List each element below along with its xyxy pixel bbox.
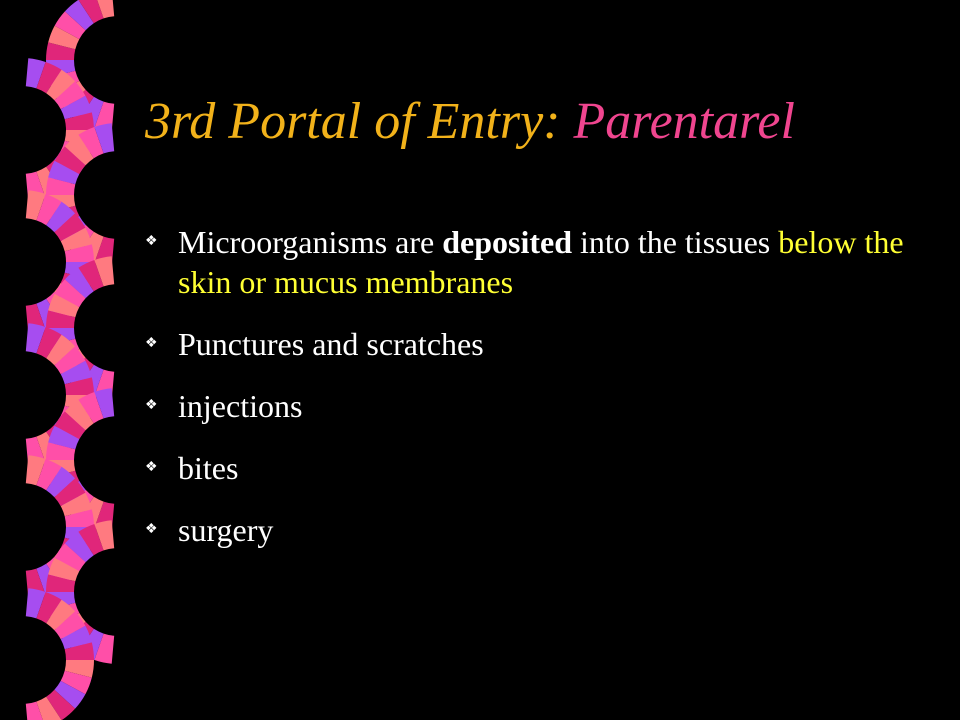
bullet-diamond-icon: ❖ [145,336,158,351]
bullet-diamond-icon: ❖ [145,522,158,537]
bullet-item-bites [145,448,935,488]
title-main-text: 3rd Portal of Entry: [145,93,574,150]
slide-title [145,93,795,150]
bullet-text: surgery [178,512,274,548]
bullet-bold-word: deposited [442,224,573,260]
bullet-item-deposited [145,222,935,302]
bullet-highlight-text: below the skin or mucus membranes [178,224,904,300]
bullet-list [145,222,935,572]
bullet-text: bites [178,450,239,486]
bullet-item-injections [145,386,935,426]
bullet-text-part: into the tissues [572,224,779,260]
bullet-text-part: Microorganisms are [178,224,443,260]
bullet-diamond-icon: ❖ [145,460,158,475]
bullet-diamond-icon: ❖ [145,234,158,249]
wavy-pinwheel-border [0,0,140,720]
bullet-text: Punctures and scratches [178,326,484,362]
bullet-diamond-icon: ❖ [145,398,158,413]
bullet-item-surgery [145,510,935,550]
bullet-item-punctures [145,324,935,364]
bullet-text: injections [178,388,303,424]
title-accent-text: Parentarel [573,93,795,150]
